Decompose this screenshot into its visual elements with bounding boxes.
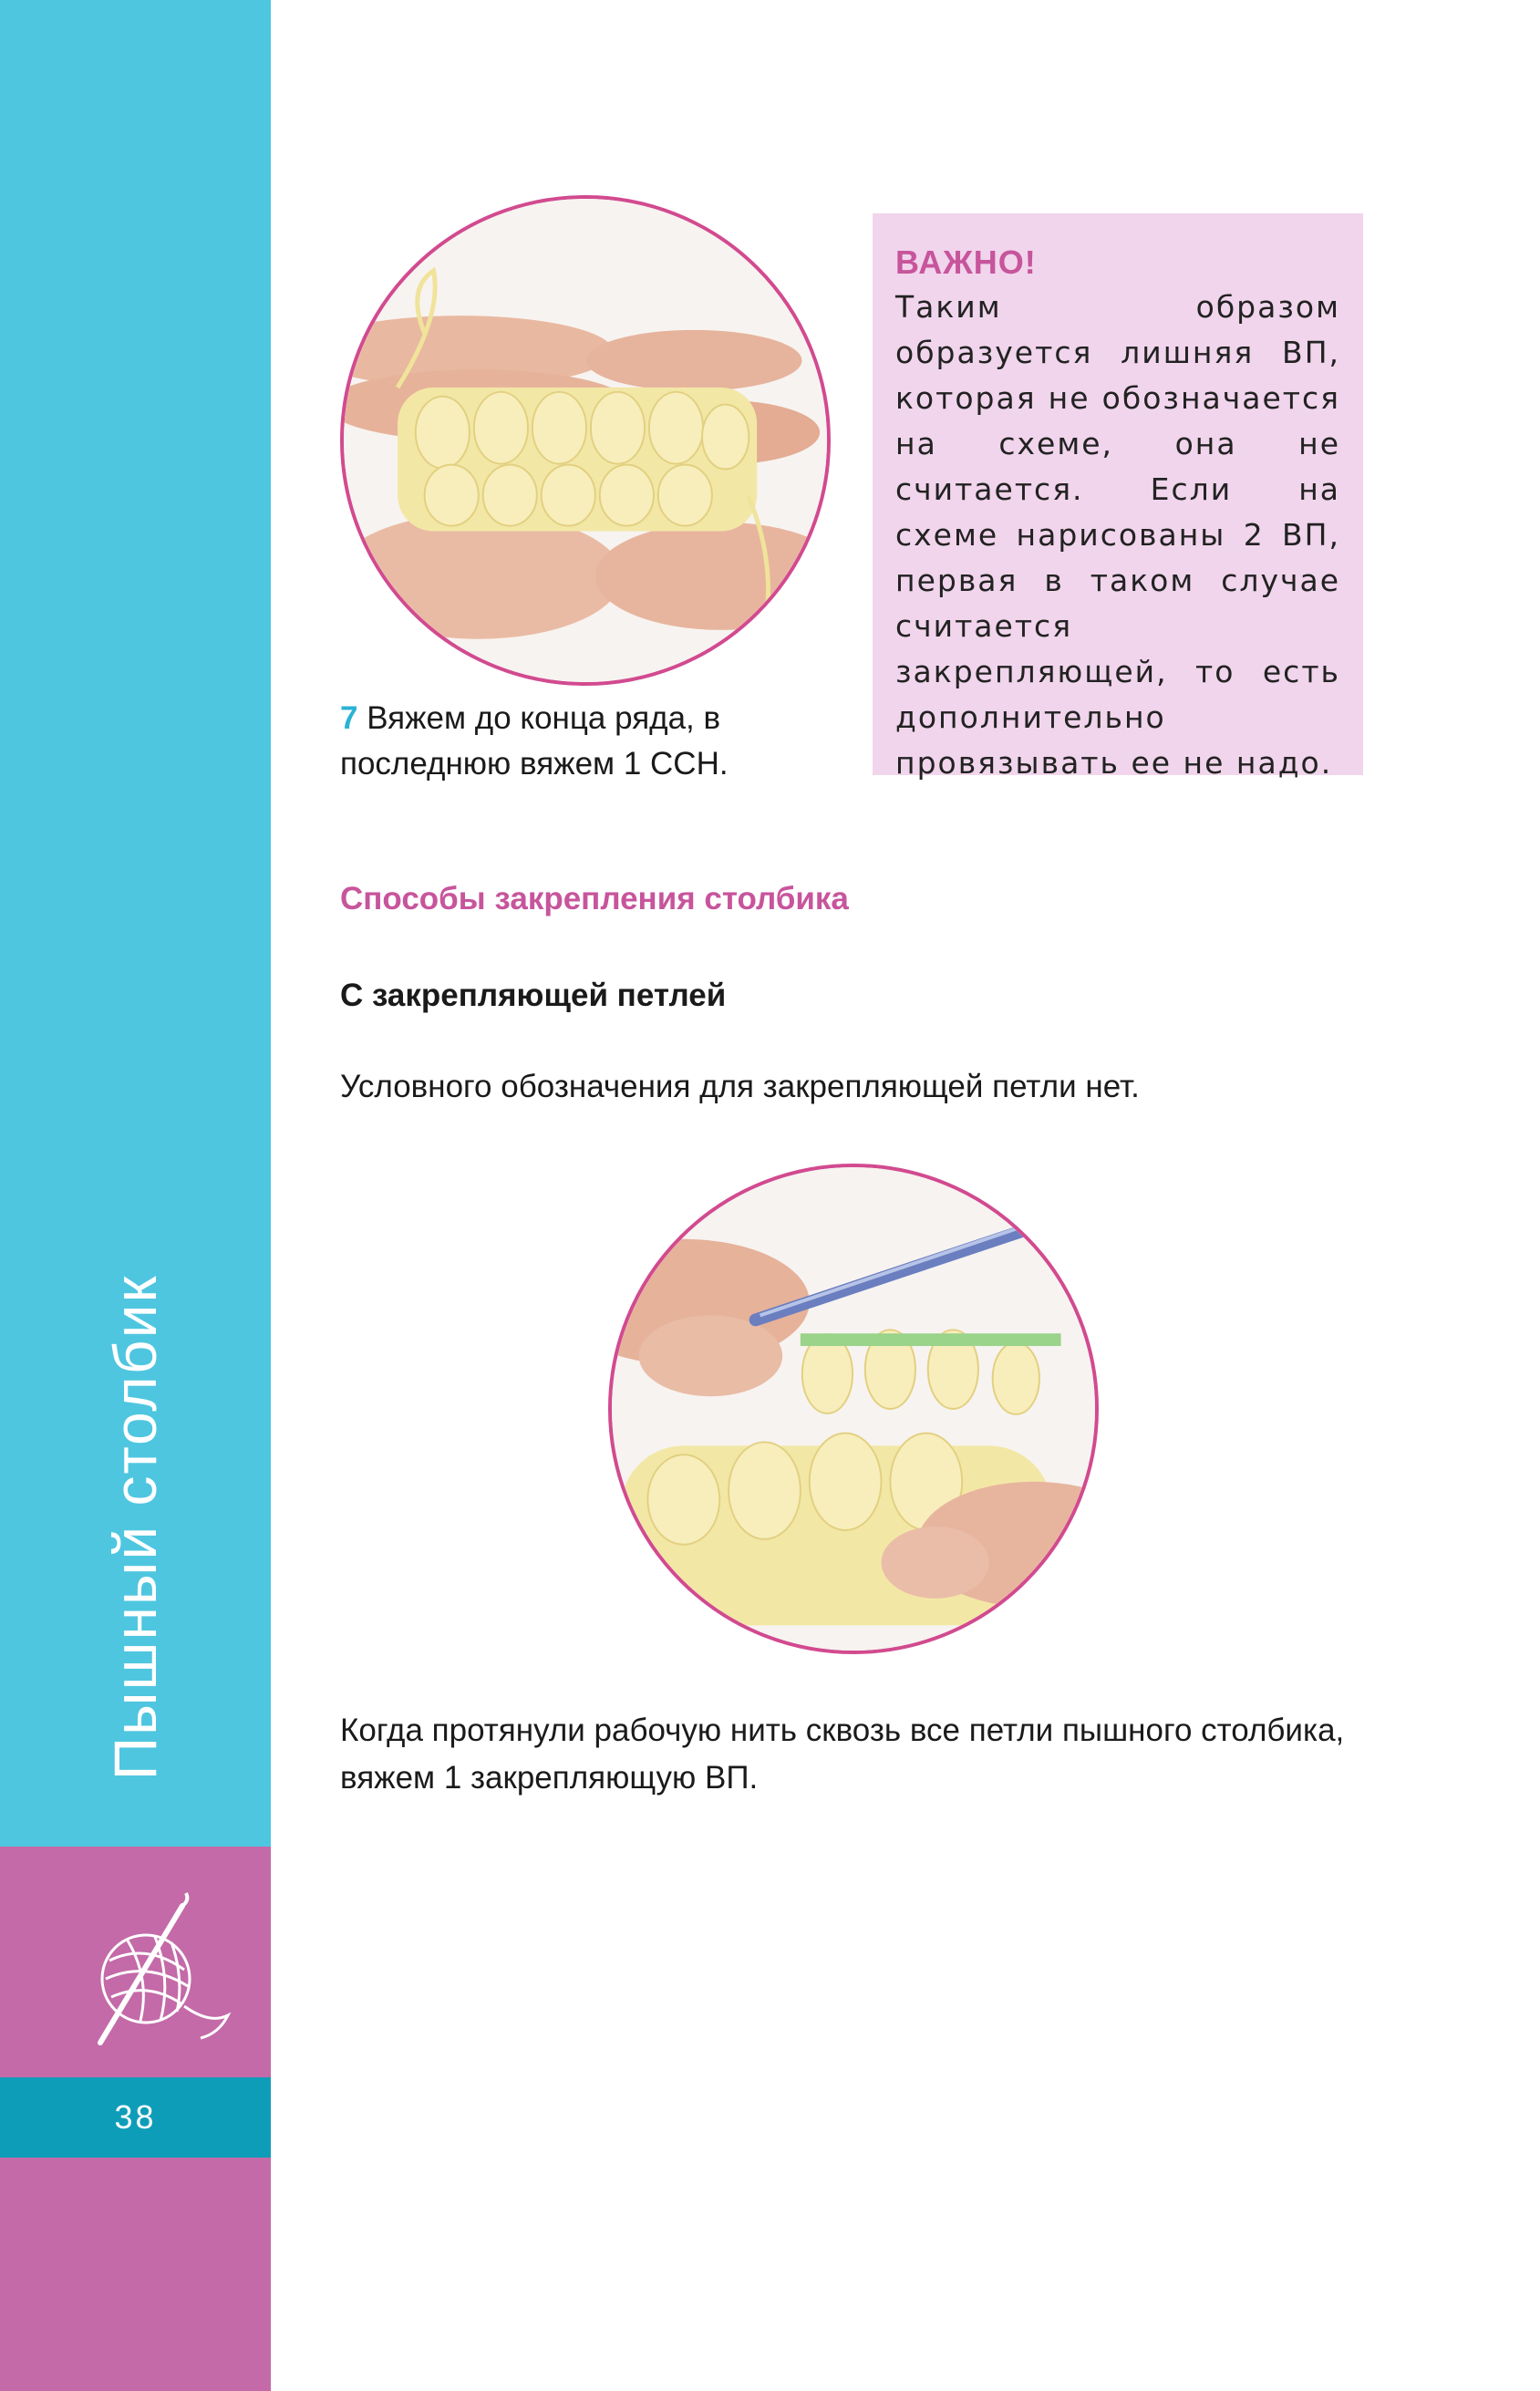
important-title: ВАЖНО! (895, 243, 1037, 281)
sidebar-top-band (0, 0, 271, 1847)
paragraph-1: Условного обозначения для закрепляющей петли нет. (340, 1069, 1140, 1104)
important-text: Таким образом образуется лишняя ВП, которая не обозначается на схеме, она не считается. Если на схеме нарисованы 2 ВП, первая в таком случае считается закрепляющей, то есть дополнительно провязывать ее не надо. (895, 289, 1340, 781)
yarn-ball-crochet-hook-icon (64, 1879, 246, 2061)
step-number: 7 (340, 700, 358, 736)
step-7-caption (340, 696, 814, 787)
step-7-text: Вяжем до конца ряда, в последнюю вяжем 1 ССН. (340, 700, 729, 781)
crochet-hook-swatch-photo (608, 1164, 1099, 1654)
crochet-swatch-photo (340, 195, 831, 686)
page-number-band (0, 2077, 271, 2158)
important-note-box (873, 213, 1363, 781)
paragraph-2: Когда протянули рабочую нить сквозь все петли пышного столбика, вяжем 1 закрепляющую ВП. (340, 1713, 1345, 1796)
chapter-title: Пышный столбик (101, 1274, 169, 1781)
section-heading: Способы закрепления столбика (340, 881, 849, 916)
subheading: С закрепляющей петлей (340, 978, 727, 1013)
page-number: 38 (114, 2098, 157, 2136)
